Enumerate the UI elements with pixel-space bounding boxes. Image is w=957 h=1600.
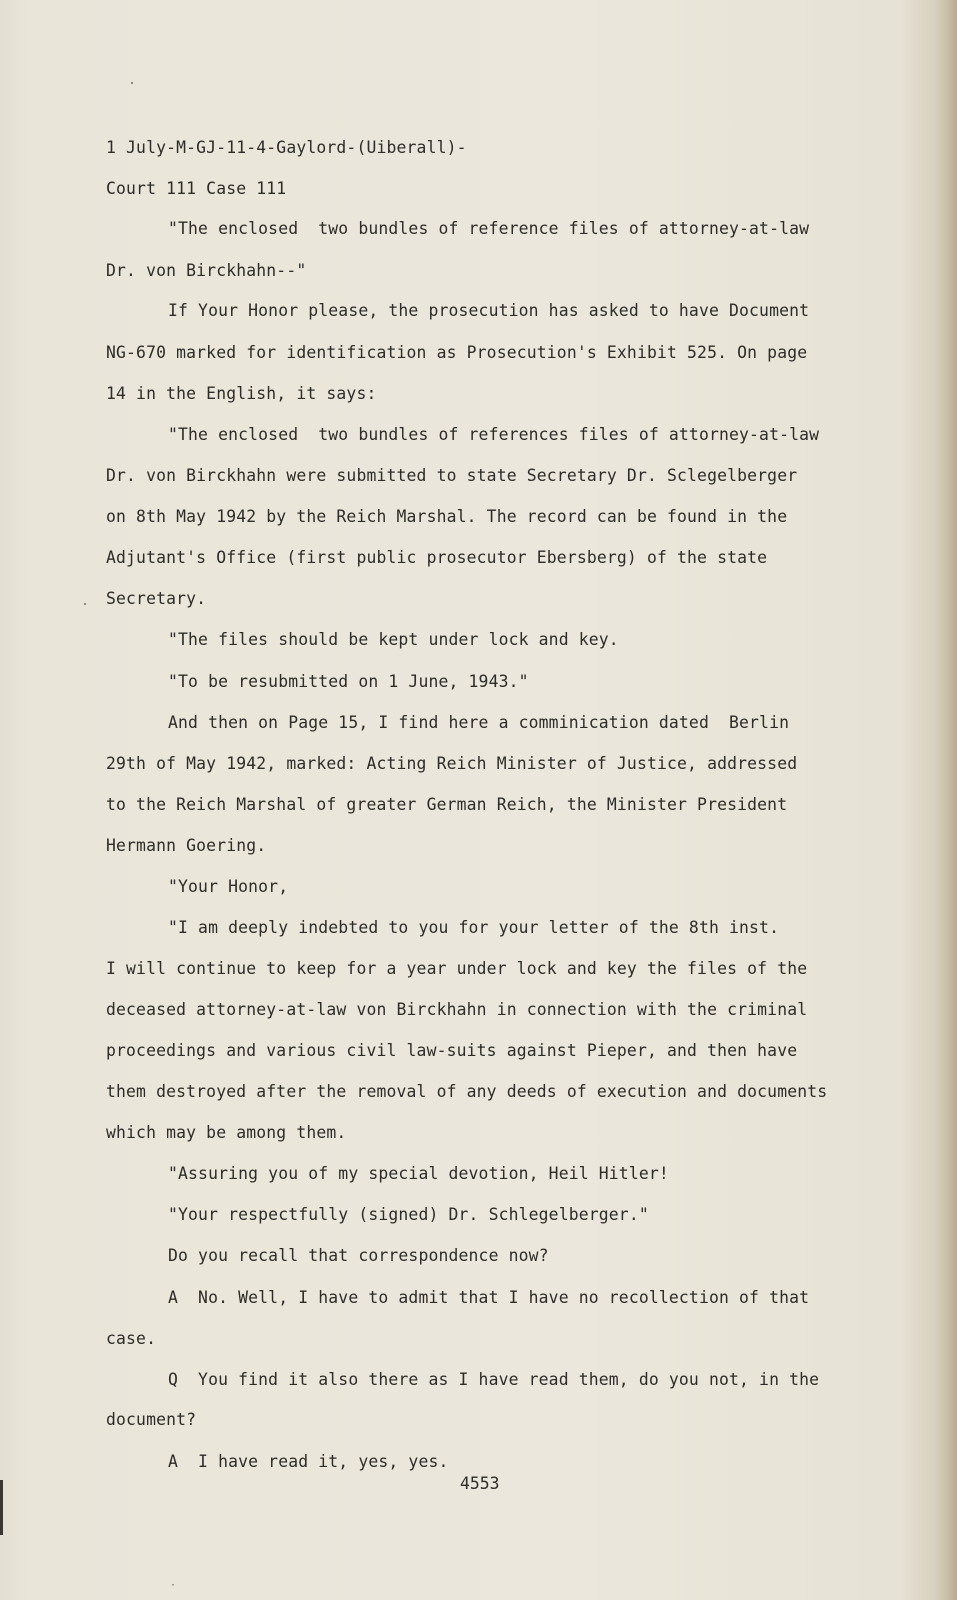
text-line: Secretary.	[106, 589, 207, 608]
text-line: A I have read it, yes, yes.	[168, 1452, 449, 1471]
text-line: which may be among them.	[106, 1123, 347, 1142]
text-line: "To be resubmitted on 1 June, 1943."	[168, 672, 529, 691]
speck	[131, 82, 133, 84]
court-line: Court 111 Case 111	[106, 179, 287, 198]
text-line: Q You find it also there as I have read them, do you not, in the	[168, 1370, 820, 1389]
binding-mark	[0, 1480, 3, 1535]
text-line: "Your Honor,	[168, 877, 289, 896]
text-line: deceased attorney-at-law von Birckhahn in connection with the criminal	[106, 1000, 808, 1019]
speck	[84, 603, 86, 605]
text-line: "Your respectfully (signed) Dr. Schlegelberger."	[168, 1205, 649, 1224]
text-line: case.	[106, 1329, 157, 1348]
page-edge-shadow	[935, 0, 957, 1600]
text-line: on 8th May 1942 by the Reich Marshal. The record can be found in the	[106, 507, 788, 526]
text-line: proceedings and various civil law-suits against Pieper, and then have	[106, 1041, 798, 1060]
page-number: 4553	[460, 1474, 500, 1493]
text-line: And then on Page 15, I find here a comminication dated Berlin	[168, 713, 790, 732]
text-line: A No. Well, I have to admit that I have no recollection of that	[168, 1288, 810, 1307]
text-line: Dr. von Birckhahn were submitted to state Secretary Dr. Sclegelberger	[106, 466, 798, 485]
smudge-mark: ·	[170, 1580, 177, 1591]
text-line: Do you recall that correspondence now?	[168, 1246, 549, 1265]
text-line: I will continue to keep for a year under lock and key the files of the	[106, 959, 808, 978]
text-line: If Your Honor please, the prosecution has asked to have Document	[168, 301, 810, 320]
text-line: "Assuring you of my special devotion, Heil Hitler!	[168, 1164, 669, 1183]
text-line: document?	[106, 1410, 197, 1429]
text-line: "The enclosed two bundles of reference files of attorney-at-law	[168, 219, 810, 238]
text-line: "The files should be kept under lock and key.	[168, 630, 619, 649]
text-line: Adjutant's Office (first public prosecutor Ebersberg) of the state	[106, 548, 768, 567]
text-line: 29th of May 1942, marked: Acting Reich Minister of Justice, addressed	[106, 754, 798, 773]
text-line: NG-670 marked for identification as Prosecution's Exhibit 525. On page	[106, 343, 808, 362]
text-line: Hermann Goering.	[106, 836, 267, 855]
text-line: "The enclosed two bundles of references files of attorney-at-law	[168, 425, 820, 444]
text-line: to the Reich Marshal of greater German Reich, the Minister President	[106, 795, 788, 814]
document-header: 1 July-M-GJ-11-4-Gaylord-(Uiberall)-	[106, 138, 467, 157]
text-line: Dr. von Birckhahn--"	[106, 261, 307, 280]
text-line: 14 in the English, it says:	[106, 384, 377, 403]
text-line: them destroyed after the removal of any deeds of execution and documents	[106, 1082, 828, 1101]
text-line: "I am deeply indebted to you for your letter of the 8th inst.	[168, 918, 780, 937]
